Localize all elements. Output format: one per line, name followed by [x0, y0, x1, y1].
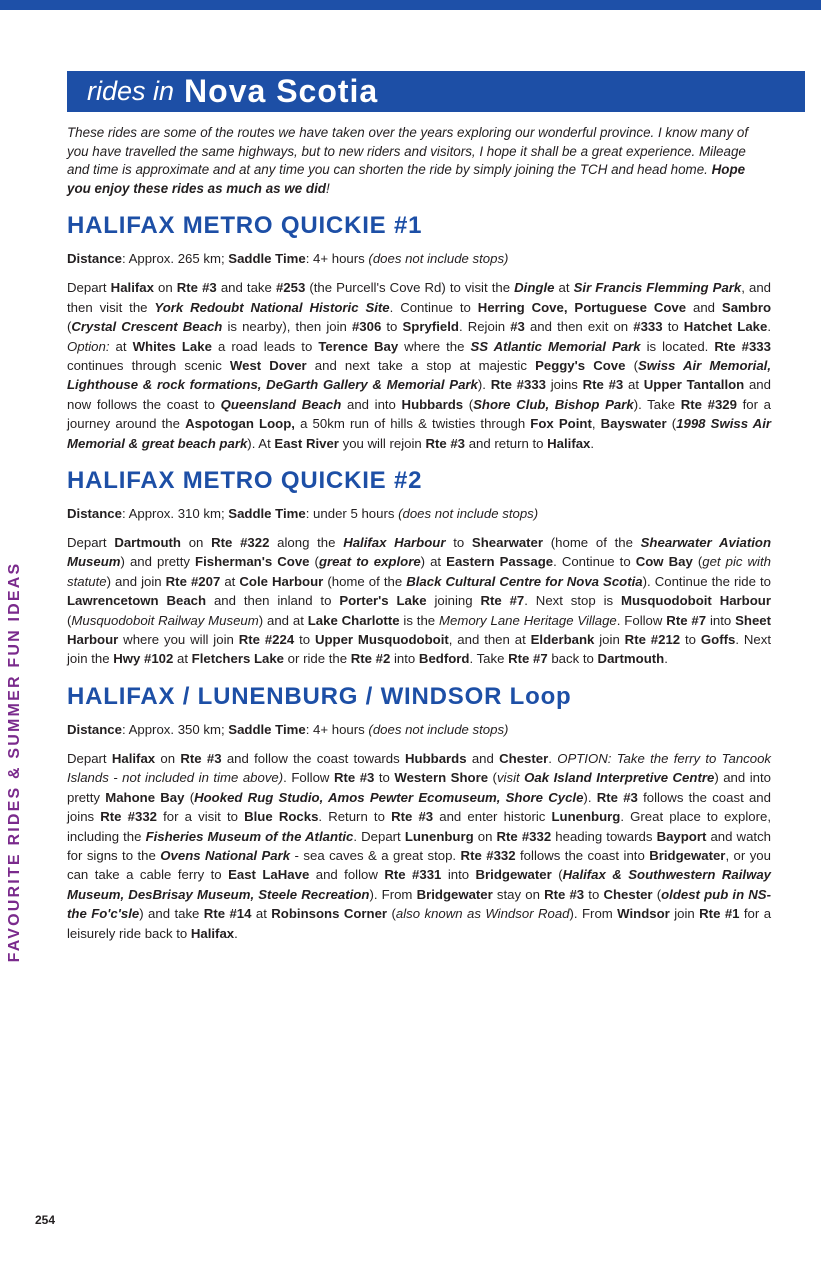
body-text: , or you can take a cable ferry to	[67, 847, 771, 883]
route-description	[67, 749, 771, 943]
body-text: (	[666, 416, 677, 432]
highlight-text: #306	[351, 319, 382, 335]
body-text: to	[294, 632, 315, 648]
highlight-text: Lunenburg	[551, 809, 621, 825]
highlight-text: Halifax	[190, 925, 235, 941]
intro-closing-punct: !	[325, 180, 330, 196]
body-text: is located.	[640, 338, 715, 354]
route-title: HALIFAX METRO QUICKIE #2	[67, 467, 423, 495]
highlight-text: Lunenburg	[404, 828, 474, 844]
body-text: .	[548, 750, 558, 766]
body-text: into	[706, 612, 736, 628]
highlight-text: Rte #207	[165, 573, 221, 589]
body-text: visit	[496, 770, 525, 786]
highlight-text: Chester	[499, 750, 549, 766]
body-text: Musquodoboit Railway Museum	[71, 612, 259, 628]
highlight-text: Elderbank	[530, 632, 595, 648]
body-text: (	[551, 867, 563, 883]
body-text: (	[309, 554, 319, 570]
body-text: and into	[341, 396, 402, 412]
title-prefix: rides in	[87, 76, 175, 106]
body-text: .	[590, 435, 595, 451]
route-title: HALIFAX / LUNENBURG / WINDSOR Loop	[67, 682, 572, 710]
route-title: HALIFAX METRO QUICKIE #1	[67, 212, 423, 240]
body-text: on	[155, 750, 181, 766]
body-text: at	[220, 573, 240, 589]
body-text: at	[251, 906, 272, 922]
route-section	[67, 212, 771, 453]
body-text: . Depart	[353, 828, 405, 844]
highlight-text: oldest pub in NS- the Fo'c'sle	[67, 886, 771, 922]
body-text: Depart	[67, 750, 112, 766]
highlight-text: Fletchers Lake	[191, 651, 285, 667]
highlight-text: Rte #331	[384, 867, 442, 883]
highlight-text: SS Atlantic Memorial Park	[470, 338, 641, 354]
route-distance-line	[67, 721, 771, 739]
highlight-text: 1998 Swiss Air Memorial & great beach park	[67, 416, 771, 451]
highlight-text: #333	[633, 319, 663, 335]
body-text: ) and into pretty	[67, 770, 771, 805]
highlight-text: Halifax	[547, 435, 591, 451]
body-text: continues through scenic	[67, 358, 230, 373]
highlight-text: Cow Bay	[635, 554, 693, 570]
body-text: ) and at	[258, 612, 308, 628]
highlight-text: Rte #322	[211, 535, 270, 551]
body-text: (	[184, 789, 195, 805]
section-side-label: FAVOURITE RIDES & SUMMER FUN IDEAS	[6, 561, 23, 963]
body-text: into	[390, 651, 419, 667]
body-text: . Next stop is	[524, 593, 621, 609]
highlight-text: Halifax	[111, 750, 156, 766]
highlight-text: Bedford	[418, 651, 470, 667]
highlight-text: Rte #332	[496, 828, 552, 844]
body-text: and now follows the coast to	[67, 377, 771, 412]
route-description	[67, 278, 771, 453]
route-distance-line	[67, 250, 771, 268]
intro-closing: Hope you enjoy these rides as much as we did	[67, 162, 746, 196]
body-text: ). At	[247, 435, 275, 451]
highlight-text: Rte #1	[699, 906, 740, 922]
body-text: and follow	[309, 867, 385, 883]
body-text: at	[554, 280, 574, 296]
body-text: . Continue to	[389, 299, 478, 315]
body-text: a 50km run of hills & twisties through	[294, 416, 531, 432]
body-text: ) at	[420, 554, 447, 570]
body-text: ). Continue the ride to	[642, 573, 771, 589]
body-text: to	[374, 770, 395, 786]
body-text: and then exit on	[524, 319, 634, 335]
body-text: , and then visit the	[67, 280, 771, 315]
body-text: is nearby), then join	[222, 319, 352, 335]
body-text: get pic with statute	[67, 554, 771, 589]
body-text: (	[463, 396, 474, 412]
body-text: for a leisurely ride back to	[67, 906, 772, 941]
highlight-text: Rte #224	[238, 632, 295, 648]
body-text: or ride the	[284, 651, 351, 667]
highlight-text: Musquodoboit Harbour	[621, 593, 771, 609]
body-text: joins	[546, 377, 583, 393]
highlight-text: Rte #3	[333, 770, 375, 786]
body-text: follows the coast and joins	[67, 789, 771, 825]
body-text: and	[466, 750, 500, 766]
body-text: to	[662, 319, 684, 335]
body-text: and then inland to	[206, 593, 340, 609]
highlight-text: Dartmouth	[597, 651, 665, 667]
highlight-text: Black Cultural Centre for Nova Scotia	[406, 573, 643, 589]
body-text: (	[387, 906, 396, 922]
highlight-text: Mahone Bay	[105, 789, 185, 805]
body-text: to	[381, 319, 403, 335]
highlight-text: Terence Bay	[318, 338, 399, 354]
body-text: and enter historic	[433, 809, 552, 825]
highlight-text: Shearwater Aviation Museum	[67, 535, 771, 570]
body-text: . Great place to explore, including the	[67, 809, 771, 844]
highlight-text: Lawrencetown Beach	[67, 593, 207, 609]
highlight-text: East River	[274, 435, 339, 451]
body-text: into	[441, 867, 476, 883]
top-color-bar	[0, 0, 821, 10]
highlight-text: Rte #3	[180, 750, 222, 766]
highlight-text: Porter's Lake	[339, 593, 427, 609]
body-text: (	[625, 358, 638, 373]
saddle-time-label: Saddle Time	[228, 251, 306, 267]
highlight-text: Rte #3	[176, 280, 217, 296]
highlight-text: Rte #3	[596, 789, 638, 805]
body-text: ). From	[569, 906, 618, 922]
highlight-text: Crystal Crescent Beach	[71, 319, 223, 335]
body-text: . Take	[469, 651, 509, 667]
highlight-text: Cole Harbour	[239, 573, 324, 589]
body-text: to	[445, 535, 472, 551]
body-text: to	[584, 886, 604, 902]
highlight-text: Eastern Passage	[446, 554, 554, 570]
body-text: ) and pretty	[120, 554, 196, 570]
highlight-text: Rte #332	[100, 809, 157, 825]
highlight-text: Bayport	[656, 828, 707, 844]
body-text: where you will join	[118, 632, 239, 648]
route-section	[67, 683, 771, 943]
body-text: . Continue to	[553, 554, 636, 570]
body-text: . Return to	[318, 809, 392, 825]
body-text: and	[686, 299, 722, 315]
highlight-text: Halifax & Southwestern Railway Museum, DesBrisay Museum, Steele Recreation	[67, 867, 771, 902]
body-text: .	[664, 651, 668, 667]
highlight-text: Rte #3	[391, 809, 434, 825]
distance-value: : Approx. 265 km;	[121, 251, 225, 267]
body-text: join	[594, 632, 625, 648]
stops-note: (does not include stops)	[368, 251, 509, 267]
body-text: and follow the coast towards	[221, 750, 406, 766]
highlight-text: Goffs	[700, 632, 736, 648]
body-text: to	[680, 632, 701, 648]
saddle-time-label: Saddle Time	[228, 506, 306, 522]
highlight-text: Fox Point	[530, 416, 592, 432]
highlight-text: Fisheries Museum of the Atlantic	[145, 828, 354, 844]
body-text: at	[623, 377, 644, 393]
highlight-text: Rte #3	[544, 886, 585, 902]
highlight-text: Rte #7	[480, 593, 525, 609]
highlight-text: Hatchet Lake	[683, 319, 768, 335]
body-text: ).	[583, 789, 597, 805]
body-text: is the	[399, 612, 440, 628]
saddle-time-label: Saddle Time	[228, 721, 306, 737]
body-text: ). From	[369, 886, 417, 902]
body-text: , and then at	[448, 632, 531, 648]
highlight-text: #3	[510, 319, 525, 335]
body-text: ,	[591, 416, 601, 432]
saddle-time-value: : 4+ hours	[305, 721, 365, 737]
highlight-text: Whites Lake	[132, 338, 212, 354]
highlight-text: Hubbards	[401, 396, 464, 412]
body-text: (	[67, 612, 72, 628]
highlight-text: Rte #333	[714, 338, 771, 354]
highlight-text: Dingle	[514, 280, 555, 296]
body-text: . Follow	[616, 612, 667, 628]
highlight-text: Aspotogan Loop,	[185, 416, 295, 432]
highlight-text: Hooked Rug Studio, Amos Pewter Ecomuseum, Shore Cycle	[194, 789, 584, 805]
body-text: on	[473, 828, 497, 844]
body-text: along the	[269, 535, 344, 551]
highlight-text: Sambro	[721, 299, 772, 315]
highlight-text: Halifax	[110, 280, 154, 296]
body-text: ).	[477, 377, 491, 393]
body-text: for a journey around the	[67, 396, 771, 432]
body-text: ) and take	[139, 906, 204, 922]
distance-value: : Approx. 350 km;	[121, 721, 225, 737]
body-text: follows the coast into	[515, 847, 650, 863]
body-text: stay on	[492, 886, 545, 902]
highlight-text: Rte #3	[582, 377, 624, 393]
body-text: on	[180, 535, 212, 551]
body-text: also known as Windsor Road	[395, 906, 570, 922]
body-text: ). Take	[633, 396, 681, 412]
body-text: joining	[426, 593, 481, 609]
highlight-text: Blue Rocks	[244, 809, 319, 825]
highlight-text: Chester	[603, 886, 653, 902]
body-text: OPTION: Take the ferry to Tancook Islands - not included in time above)	[67, 750, 772, 786]
body-text: (the Purcell's Cove Rd) to visit the	[305, 280, 515, 296]
highlight-text: Hwy #102	[113, 651, 174, 667]
highlight-text: Rte #329	[680, 396, 737, 412]
highlight-text: Rte #7	[666, 612, 707, 628]
body-text: (	[488, 770, 497, 786]
highlight-text: Bridgewater	[649, 847, 726, 863]
highlight-text: Bridgewater	[475, 867, 552, 883]
highlight-text: Rte #14	[203, 906, 252, 922]
highlight-text: East LaHave	[228, 867, 310, 883]
highlight-text: Sheet Harbour	[67, 612, 772, 648]
body-text: at	[109, 338, 133, 354]
highlight-text: Dartmouth	[114, 535, 181, 551]
highlight-text: Western Shore	[394, 770, 489, 786]
page-title: Nova Scotia	[184, 73, 379, 109]
highlight-text: Peggy's Cove	[535, 358, 626, 373]
highlight-text: #253	[275, 280, 306, 296]
body-text: back to	[547, 651, 598, 667]
body-text: and return to	[465, 435, 548, 451]
highlight-text: Shearwater	[471, 535, 544, 551]
distance-value: : Approx. 310 km;	[121, 506, 225, 522]
body-text: (home of the	[543, 535, 641, 551]
highlight-text: Halifax Harbour	[343, 535, 446, 551]
saddle-time-value: : 4+ hours	[305, 251, 365, 267]
saddle-time-value: : under 5 hours	[305, 506, 395, 522]
highlight-text: Bridgewater	[416, 886, 493, 902]
body-text: .	[234, 925, 238, 941]
body-text: Option:	[67, 338, 110, 354]
body-text: .	[767, 319, 771, 335]
page-number: 254	[35, 1213, 56, 1227]
highlight-text: Hubbards	[405, 750, 467, 766]
body-text: (home of the	[323, 573, 407, 589]
highlight-text: Herring Cove, Portuguese Cove	[477, 299, 687, 315]
highlight-text: Fisherman's Cove	[195, 554, 310, 570]
highlight-text: great to explore	[318, 554, 421, 570]
route-distance-line	[67, 505, 771, 523]
highlight-text: Rte #3	[425, 435, 466, 451]
highlight-text: Upper Tantallon	[643, 377, 745, 393]
stops-note: (does not include stops)	[368, 721, 509, 737]
highlight-text: Rte #7	[508, 651, 548, 667]
highlight-text: Lake Charlotte	[307, 612, 400, 628]
distance-label: Distance	[67, 721, 122, 737]
body-text: Memory Lane Heritage Village	[439, 612, 617, 628]
main-content	[67, 71, 771, 943]
highlight-text: West Dover	[229, 358, 307, 373]
highlight-text: Robinsons Corner	[271, 906, 388, 922]
highlight-text: Bayswater	[600, 416, 667, 432]
body-text: join	[669, 906, 700, 922]
body-text: and next take a stop at majestic	[306, 358, 536, 373]
body-text: Depart	[67, 535, 115, 551]
body-text: Depart	[67, 280, 111, 296]
highlight-text: Ovens National Park	[160, 847, 291, 863]
body-text: . Follow	[283, 770, 334, 786]
body-text: (	[67, 319, 72, 335]
highlight-text: Spryfield	[402, 319, 459, 335]
highlight-text: Upper Musquodoboit	[314, 632, 449, 648]
highlight-text: Sir Francis Flemming Park	[573, 280, 742, 296]
highlight-text: Shore Club, Bishop Park	[473, 396, 634, 412]
body-text: (	[692, 554, 703, 570]
distance-label: Distance	[67, 251, 122, 267]
body-text: on	[153, 280, 177, 296]
body-text: for a visit to	[157, 809, 245, 825]
page-title-banner	[67, 71, 805, 112]
body-text: where the	[398, 338, 471, 354]
highlight-text: York Redoubt National Historic Site	[154, 299, 390, 315]
highlight-text: Oak Island Interpretive Centre	[524, 770, 715, 786]
body-text: - sea caves & a great stop.	[290, 847, 461, 863]
body-text: . Next join the	[67, 632, 772, 667]
body-text: at	[173, 651, 192, 667]
body-text: and watch for signs to the	[67, 828, 772, 863]
highlight-text: Rte #212	[624, 632, 681, 648]
highlight-text: Windsor	[617, 906, 670, 922]
highlight-text: Rte #333	[490, 377, 547, 393]
body-text: and take	[216, 280, 276, 296]
route-section	[67, 467, 771, 669]
body-text: heading towards	[551, 828, 657, 844]
route-description	[67, 533, 771, 669]
highlight-text: Queensland Beach	[220, 396, 342, 412]
highlight-text: Rte #332	[460, 847, 516, 863]
distance-label: Distance	[67, 506, 122, 522]
body-text: a road leads to	[211, 338, 319, 354]
intro-paragraph	[67, 124, 771, 198]
body-text: (	[652, 886, 662, 902]
body-text: ) and join	[106, 573, 166, 589]
highlight-text: Rte #2	[350, 651, 391, 667]
intro-text: These rides are some of the routes we have taken over the years exploring our wonderful province. I know many of you have travelled the same highways, but to new riders and visitors, I hope it shall be a great experience. Mileage and time is approximate and at any time you can shorten the ride by simply joining the TCH and head home.	[67, 125, 749, 178]
body-text: you will rejoin	[338, 435, 426, 451]
stops-note: (does not include stops)	[398, 506, 539, 522]
highlight-text: Swiss Air Memorial, Lighthouse & rock formations, DeGarth Gallery & Memorial Park	[67, 358, 771, 393]
body-text: . Rejoin	[458, 319, 511, 335]
